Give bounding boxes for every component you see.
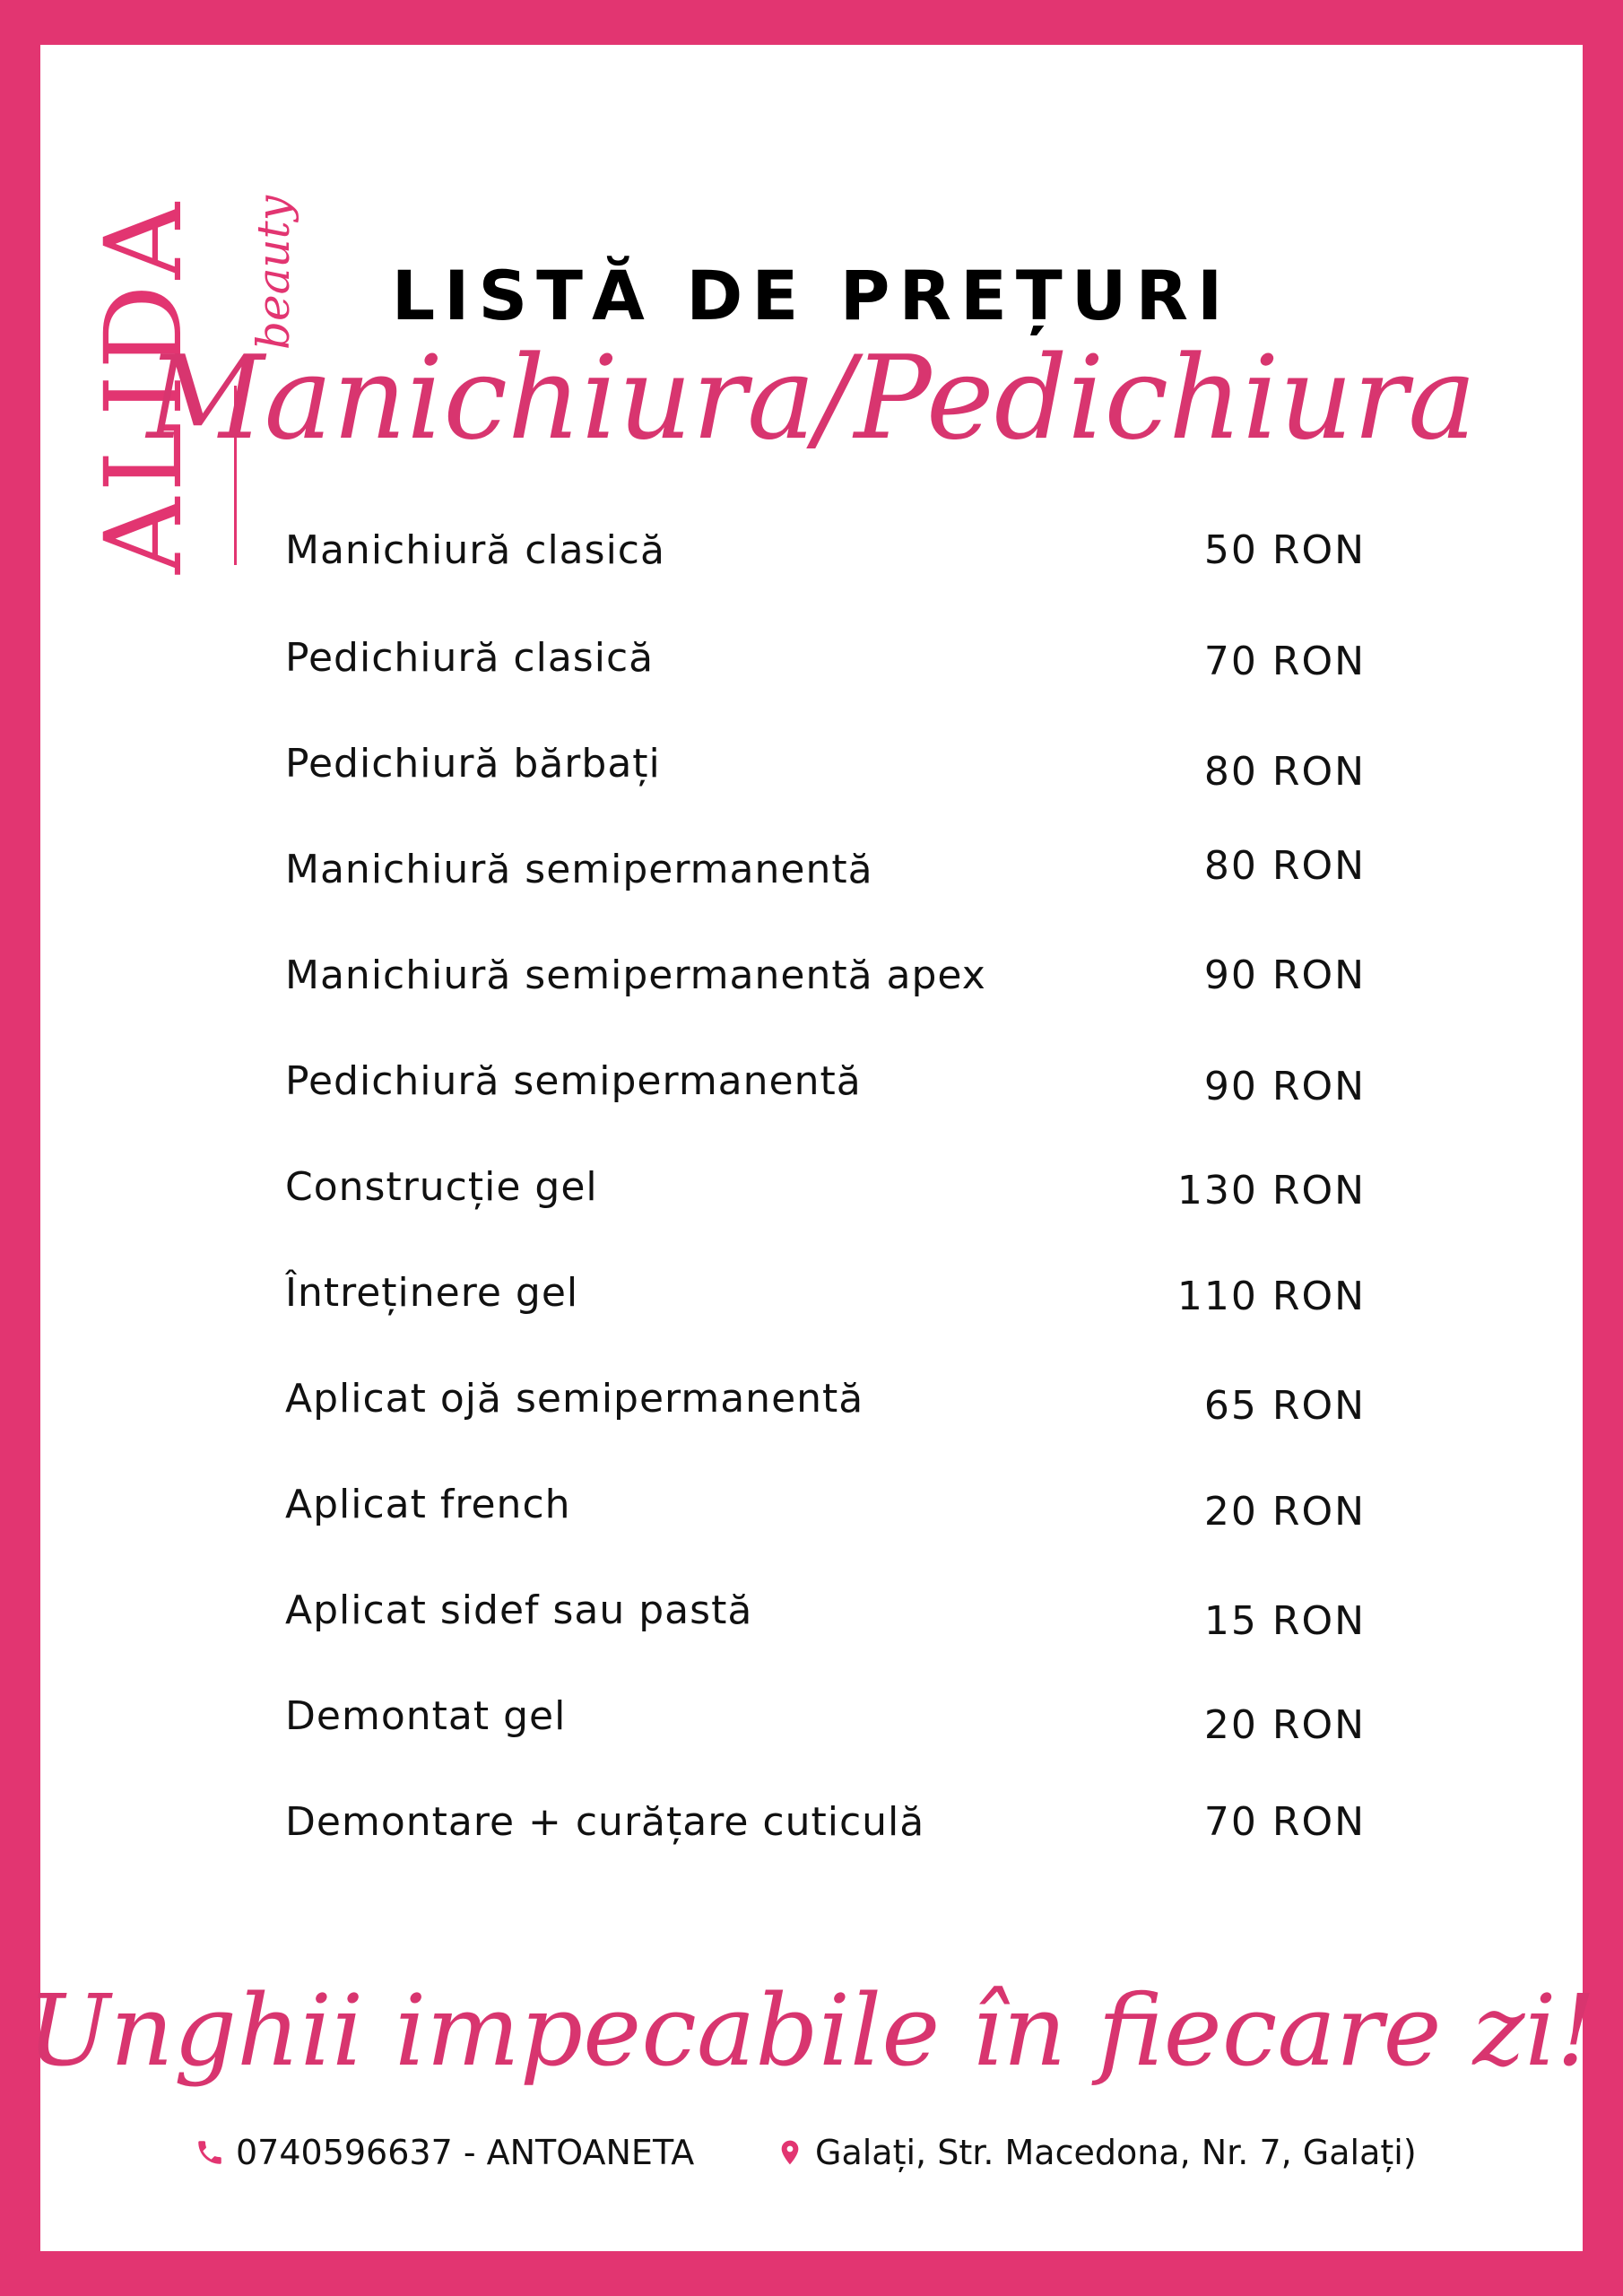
page-title: LISTĂ DE PREȚURI (391, 256, 1232, 335)
price-row (40, 527, 1583, 599)
service-name: Construcție gel (285, 1164, 598, 1210)
service-name: Întreținere gel (285, 1270, 579, 1316)
service-name: Pedichiură bărbați (285, 741, 661, 787)
service-price: 20 RON (1203, 1489, 1366, 1535)
phone-icon (195, 2135, 225, 2170)
service-price: 80 RON (1203, 843, 1366, 889)
price-row (40, 635, 1583, 707)
service-name: Manichiură semipermanentă (285, 847, 873, 892)
service-price: 15 RON (1203, 1598, 1366, 1644)
service-price: 65 RON (1203, 1383, 1366, 1429)
service-price: 90 RON (1203, 952, 1366, 998)
price-row (40, 1799, 1583, 1871)
service-price: 70 RON (1203, 639, 1366, 684)
price-row (40, 741, 1583, 813)
service-price: 20 RON (1203, 1702, 1366, 1748)
service-price: 110 RON (1176, 1274, 1366, 1319)
logo-tagline: beauty (247, 196, 299, 350)
slogan: Unghii impecabile în fiecare zi! (27, 1973, 1596, 2088)
price-row (40, 843, 1583, 918)
price-row (40, 1376, 1583, 1448)
service-name: Pedichiură semipermanentă (285, 1058, 862, 1104)
page-subtitle: Manichiura/Pedichiura (146, 332, 1477, 465)
logo-wordmark: ALIDA (82, 196, 205, 574)
service-name: Demontare + curățare cuticulă (285, 1799, 925, 1845)
service-name: Aplicat ojă semipermanentă (285, 1376, 864, 1422)
phone-text[interactable]: 0740596637 - ANTOANETA (236, 2133, 695, 2172)
service-price: 70 RON (1203, 1799, 1366, 1845)
price-row (40, 1058, 1583, 1130)
price-row (40, 1164, 1583, 1236)
contact-address (776, 2126, 1417, 2179)
location-pin-icon (776, 2135, 804, 2170)
price-row (40, 1482, 1583, 1553)
price-row (40, 952, 1583, 1024)
service-price: 90 RON (1203, 1064, 1366, 1109)
service-name: Pedichiură clasică (285, 635, 655, 681)
price-row (40, 1270, 1583, 1342)
service-price: 50 RON (1203, 527, 1366, 573)
service-price: 130 RON (1176, 1168, 1366, 1213)
service-name: Manichiură clasică (285, 527, 665, 573)
contact-phone (195, 2126, 694, 2179)
service-name: Aplicat french (285, 1482, 571, 1527)
price-row (40, 1693, 1583, 1765)
service-price: 80 RON (1203, 749, 1366, 795)
service-name: Aplicat sidef sau pastă (285, 1587, 753, 1633)
service-name: Demontat gel (285, 1693, 567, 1739)
price-list (40, 45, 1583, 2251)
price-list-page (27, 45, 1596, 2251)
service-name: Manichiură semipermanentă apex (285, 952, 986, 998)
address-text: Galați, Str. Macedona, Nr. 7, Galați) (815, 2133, 1417, 2172)
price-row (40, 1587, 1583, 1659)
